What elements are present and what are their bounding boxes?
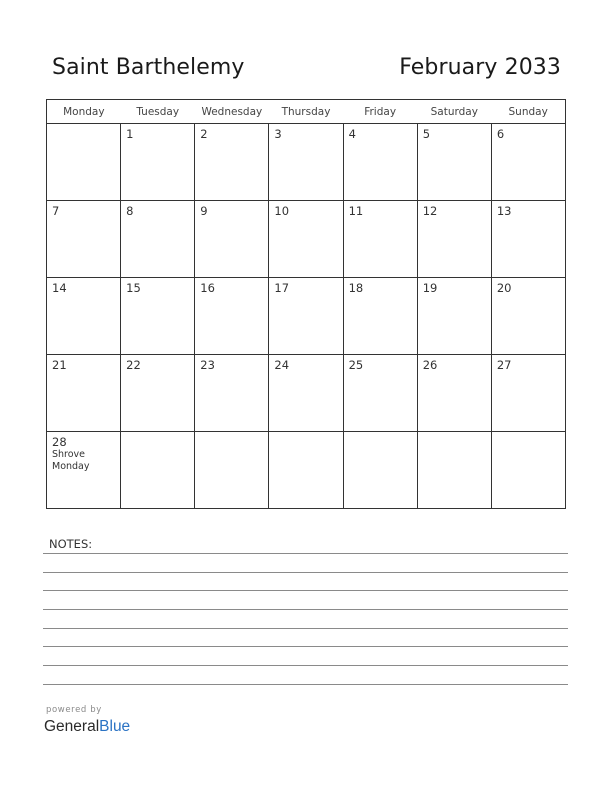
day-number: 7 — [52, 204, 60, 218]
weekday-sunday: Sunday — [491, 100, 565, 124]
day-cell — [343, 124, 417, 201]
week-row — [47, 278, 566, 355]
day-cell — [491, 201, 565, 278]
day-number: 18 — [348, 281, 364, 295]
day-number: 4 — [348, 127, 356, 141]
weekday-thursday: Thursday — [269, 100, 343, 124]
day-cell — [47, 201, 121, 278]
week-row — [47, 201, 566, 278]
day-cell — [491, 355, 565, 432]
day-number: 26 — [422, 358, 438, 372]
day-cell — [343, 355, 417, 432]
day-cell — [417, 201, 491, 278]
weekday-monday: Monday — [47, 100, 121, 124]
month-year-title: February 2033 — [399, 55, 561, 80]
day-cell — [343, 278, 417, 355]
day-cell — [491, 278, 565, 355]
day-cell — [417, 432, 491, 509]
day-cell — [121, 278, 195, 355]
week-row — [47, 432, 566, 509]
week-row — [47, 355, 566, 432]
day-number: 1 — [126, 127, 134, 141]
note-line — [43, 590, 568, 591]
day-number: 17 — [274, 281, 290, 295]
day-number: 22 — [126, 358, 141, 372]
weekday-saturday: Saturday — [417, 100, 491, 124]
day-number: 5 — [422, 127, 431, 141]
day-cell — [417, 355, 491, 432]
day-number: 9 — [200, 204, 208, 218]
day-cell — [195, 201, 269, 278]
day-cell — [47, 278, 121, 355]
day-cell — [343, 432, 417, 509]
day-cell — [269, 124, 343, 201]
weekday-header-row — [47, 100, 566, 124]
day-number: 6 — [496, 127, 505, 141]
powered-by-text: powered by — [46, 705, 102, 715]
day-number: 23 — [200, 358, 215, 372]
note-line — [43, 572, 568, 573]
calendar-grid — [46, 99, 566, 509]
weekday-tuesday: Tuesday — [121, 100, 195, 124]
day-cell — [195, 124, 269, 201]
day-number: 15 — [126, 281, 141, 295]
note-line — [43, 684, 568, 685]
note-line — [43, 646, 568, 647]
day-number: 12 — [422, 204, 438, 218]
day-cell — [47, 355, 121, 432]
day-number: 24 — [274, 358, 290, 372]
day-number: 16 — [200, 281, 215, 295]
day-cell — [417, 124, 491, 201]
day-cell — [491, 124, 565, 201]
day-number: 11 — [348, 204, 364, 218]
week-row — [47, 124, 566, 201]
day-number: 21 — [52, 358, 67, 372]
day-number: 14 — [52, 281, 67, 295]
brand-blue: Blue — [99, 718, 131, 735]
day-cell — [47, 124, 121, 201]
day-number: 27 — [496, 358, 512, 372]
brand-general: General — [44, 718, 100, 735]
note-line — [43, 665, 568, 666]
day-cell — [121, 201, 195, 278]
note-line — [43, 553, 568, 554]
day-number: 3 — [274, 127, 282, 141]
holiday-label: Shrove Monday — [52, 449, 90, 472]
day-cell — [269, 355, 343, 432]
weekday-friday: Friday — [343, 100, 417, 124]
weekday-wednesday: Wednesday — [195, 100, 269, 124]
day-cell — [195, 432, 269, 509]
day-cell — [121, 124, 195, 201]
day-cell — [47, 432, 121, 509]
day-number: 10 — [274, 204, 290, 218]
day-number: 8 — [126, 204, 134, 218]
day-number: 19 — [422, 281, 438, 295]
day-number: 28 — [52, 435, 67, 449]
day-cell — [417, 278, 491, 355]
note-line — [43, 628, 568, 629]
country-title: Saint Barthelemy — [52, 55, 245, 80]
brand-logo[interactable] — [44, 718, 130, 736]
day-cell — [269, 432, 343, 509]
day-number: 25 — [348, 358, 364, 372]
day-cell — [195, 355, 269, 432]
day-number: 20 — [496, 281, 512, 295]
day-cell — [343, 201, 417, 278]
day-cell — [269, 201, 343, 278]
day-number: 2 — [200, 127, 208, 141]
day-cell — [491, 432, 565, 509]
day-number: 13 — [496, 204, 512, 218]
day-cell — [121, 355, 195, 432]
notes-label: NOTES: — [49, 537, 93, 551]
note-line — [43, 609, 568, 610]
day-cell — [195, 278, 269, 355]
day-cell — [269, 278, 343, 355]
day-cell — [121, 432, 195, 509]
